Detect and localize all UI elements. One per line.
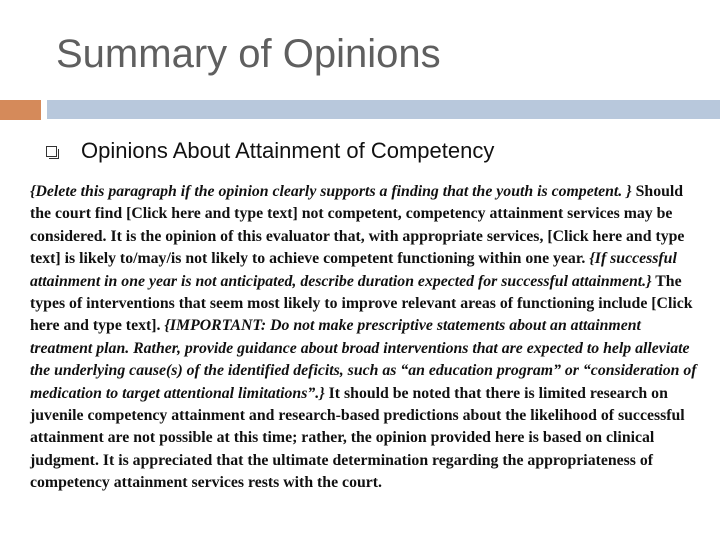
slide-title: Summary of Opinions: [56, 32, 441, 76]
title-divider-bar: [47, 100, 720, 119]
instruction-delete-note: {Delete this paragraph if the opinion clearly supports a finding that the youth is competent. }: [30, 183, 632, 200]
title-accent-bar: [0, 100, 41, 120]
instruction-important-note: {IMPORTANT: Do not make prescriptive statements about an attainment treatment plan. Rather, provide guidance about broad interventions that are expected to help alleviate the underlying cause(s) of the identified deficits, such as “an education program” or “consideration of medication to target attentional limitations”.}: [30, 317, 697, 402]
instruction-duration-note: {If successful attainment in one year is not anticipated, describe duration expected for successful attainment.}: [30, 250, 677, 290]
opinion-paragraph: [30, 181, 700, 495]
bullet-item: [46, 136, 494, 166]
bullet-heading: Opinions About Attainment of Competency: [81, 138, 495, 163]
paragraph-text-2: The types of interventions that seem most likely to improve relevant areas of functioning include [Click here and type text].: [30, 272, 693, 335]
paragraph-text-1: Should the court find [Click here and type text] not competent, competency attainment services may be considered. It is the opinion of this evaluator that, with appropriate services, [Click here and type text] is likely to/may/is not likely to achieve competent functioning within one year.: [30, 183, 685, 268]
paragraph-text-3: It should be noted that there is limited research on juvenile competency attainment and research-based predictions about the likelihood of successful attainment are not possible at this time; rather, the opinion provided here is based on clinical judgment. It is appreciated that the ultimate determination regarding the appropriateness of competency attainment services rests with the court.: [30, 384, 685, 492]
square-bullet-icon: [46, 146, 57, 157]
